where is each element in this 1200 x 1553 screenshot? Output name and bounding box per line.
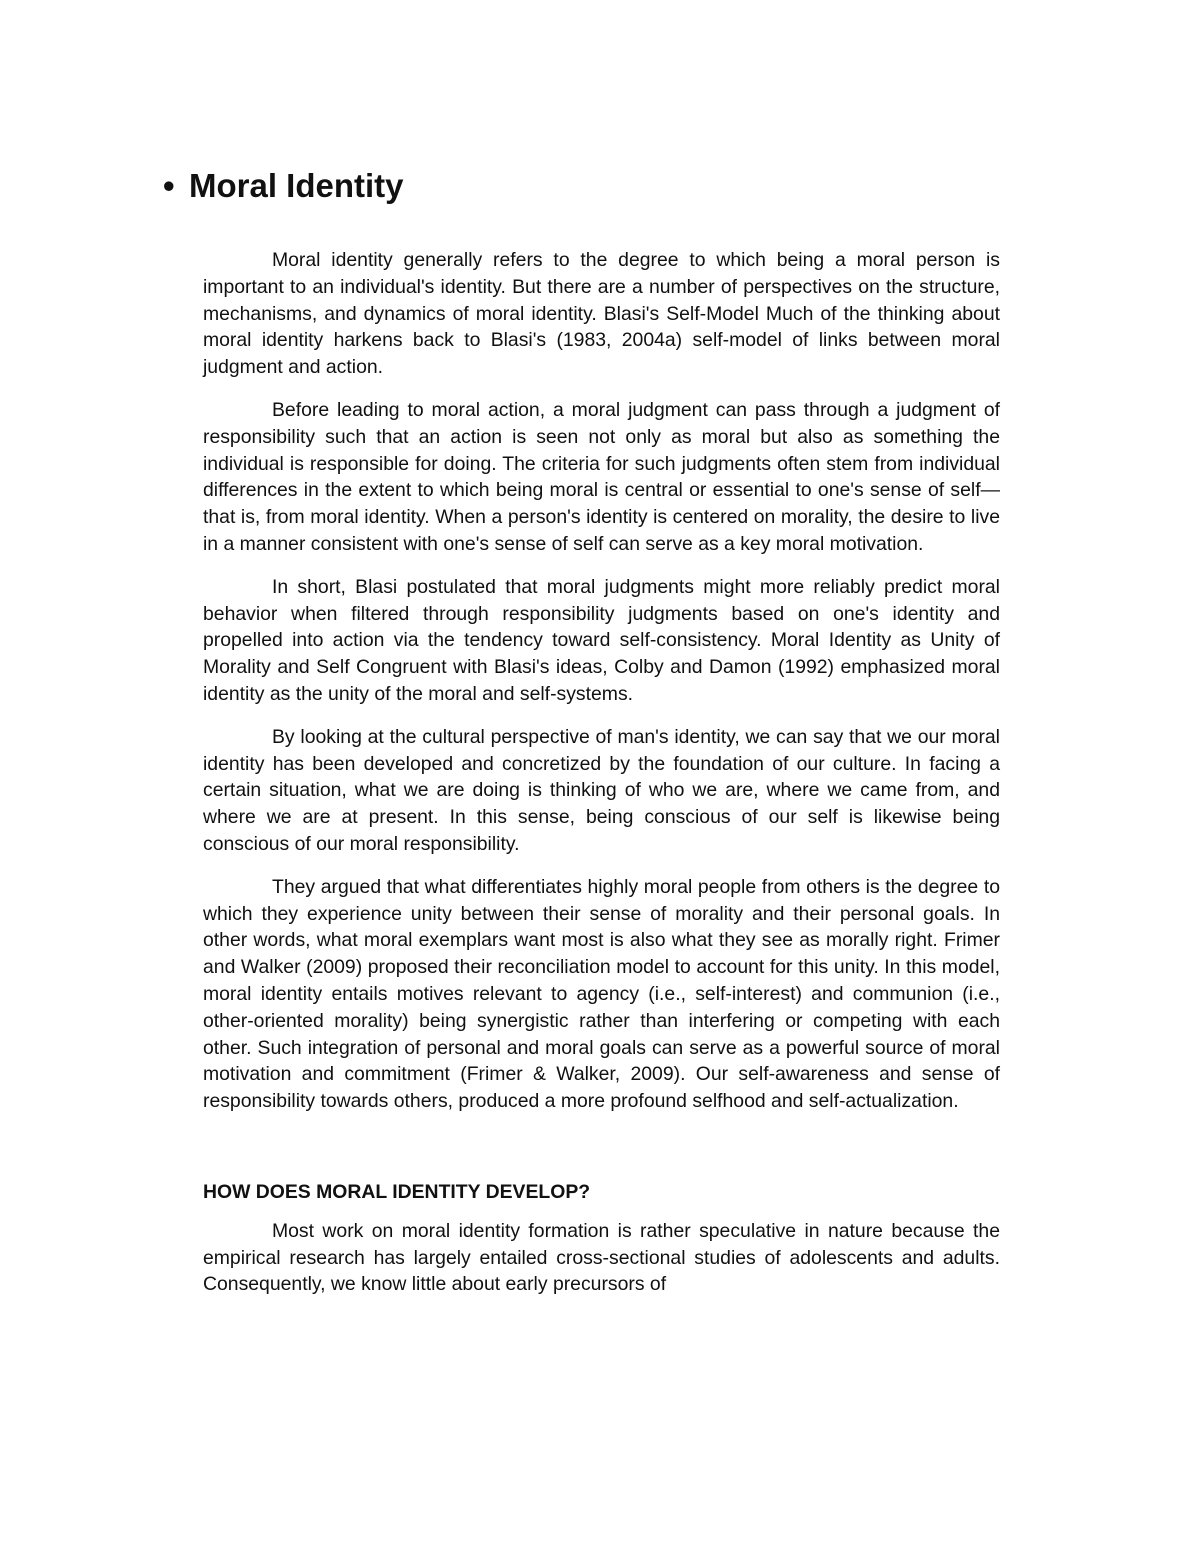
bullet-icon: •: [163, 167, 175, 204]
section-title-text: Moral Identity: [189, 167, 404, 204]
subsection-heading: HOW DOES MORAL IDENTITY DEVELOP?: [203, 1180, 591, 1203]
paragraph: In short, Blasi postulated that moral judgments might more reliably predict moral behavior when filtered through responsibility judgments based on one's identity and propelled into action via the tendency toward self-consistency. Moral Identity as Unity of Morality and Self Congruent with Blasi's ideas, Colby and Damon (1992) emphasized moral identity as the unity of the moral and self-systems.: [203, 575, 1000, 705]
section-title: [163, 164, 404, 208]
subsection-paragraph: Most work on moral identity formation is rather speculative in nature because the empirical research has largely entailed cross-sectional studies of adolescents and adults. Consequently, we know little about early precursors of: [203, 1219, 1000, 1296]
paragraph: Moral identity generally refers to the degree to which being a moral person is important to an individual's identity. But there are a number of perspectives on the structure, mechanisms, and dynamics of moral identity. Blasi's Self-Model Much of the thinking about moral identity harkens back to Blasi's (1983, 2004a) self-model of links between moral judgment and action.: [203, 249, 1000, 379]
body-text: [203, 247, 1000, 1314]
paragraph: They argued that what differentiates highly moral people from others is the degree to which they experience unity between their sense of morality and their personal goals. In other words, what moral exemplars want most is also what they see as morally right. Frimer and Walker (2009) proposed their reconciliation model to account for this unity. In this model, moral identity entails motives relevant to agency (i.e., self-interest) and communion (i.e., other-oriented morality) being synergistic rather than interfering or competing with each other. Such integration of personal and moral goals can serve as a powerful source of moral motivation and commitment (Frimer & Walker, 2009). Our self-awareness and sense of responsibility towards others, produced a more profound selfhood and self-actualization.: [203, 875, 1000, 1113]
paragraph: Before leading to moral action, a moral judgment can pass through a judgment of responsibility such that an action is seen not only as moral but also as something the individual is responsible for doing. The criteria for such judgments often stem from individual differences in the extent to which being moral is central or essential to one's sense of self—that is, from moral identity. When a person's identity is centered on morality, the desire to live in a manner consistent with one's sense of self can serve as a key moral motivation.: [203, 398, 1000, 555]
paragraph: By looking at the cultural perspective of man's identity, we can say that we our moral identity has been developed and concretized by the foundation of our culture. In facing a certain situation, what we are doing is thinking of who we are, where we came from, and where we are at present. In this sense, being conscious of our self is likewise being conscious of our moral responsibility.: [203, 725, 1000, 855]
